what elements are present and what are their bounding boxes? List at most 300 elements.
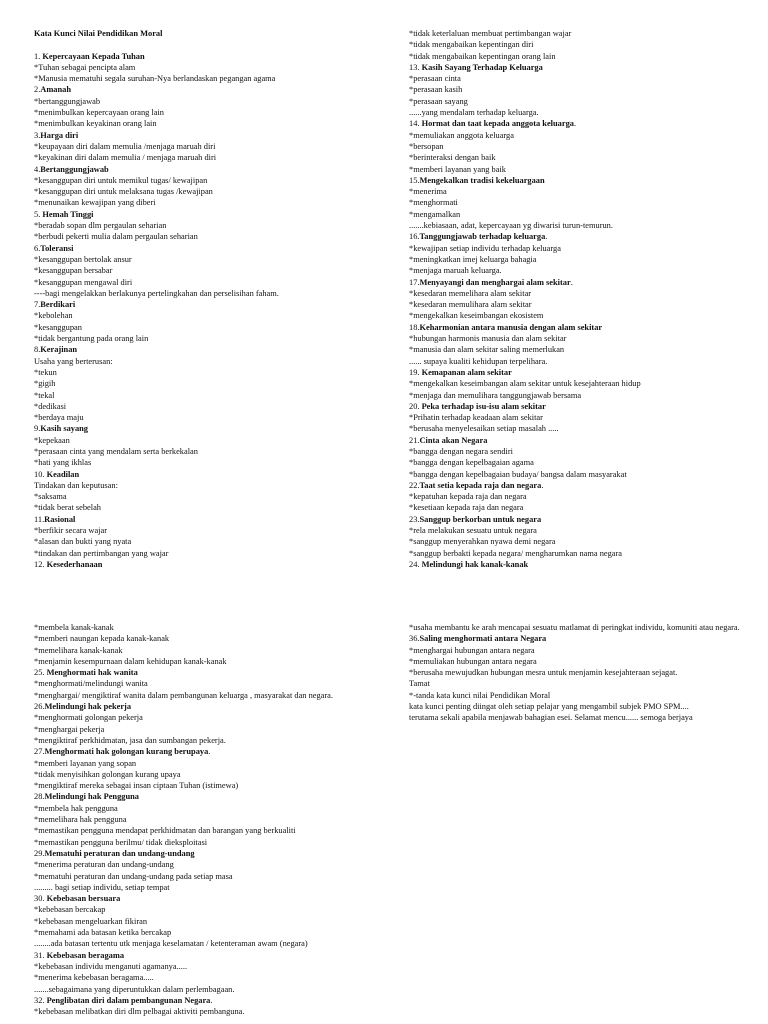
line-text: ......yang mendalam terhadap keluarga.: [409, 108, 539, 118]
line-text: *kesanggupan bertolak ansur: [34, 254, 132, 264]
item-heading: Melindungi hak kanak-kanak: [421, 559, 529, 569]
text-line: [34, 622, 392, 633]
line-text: *bersopan: [409, 141, 444, 151]
text-line: [34, 96, 394, 107]
line-text: *kesanggupan diri untuk melaksana tugas /kewajipan: [34, 187, 213, 197]
item-number: 6.: [34, 243, 41, 253]
item-number: 16.: [409, 232, 420, 242]
line-text: *menjaga maruah keluarga.: [409, 266, 502, 276]
text-line: [409, 288, 761, 299]
line-text: *berusaha menyelesaikan setiap masalah .....: [409, 424, 559, 434]
line-text: *perasaan cinta: [409, 74, 461, 84]
line-text: *menerima peraturan dan undang-undang: [34, 860, 174, 870]
item-number: 18.: [409, 322, 420, 332]
text-line: [34, 333, 394, 344]
text-line: [34, 645, 392, 656]
text-line: [34, 435, 394, 446]
item-number: 12.: [34, 559, 47, 569]
line-text: Usaha yang berterusan:: [34, 356, 113, 366]
item-heading: Tanggungjawab terhadap keluarga: [419, 232, 546, 242]
line-text: *tidak berat sebelah: [34, 503, 101, 513]
text-line: [34, 62, 394, 73]
text-line: [34, 412, 394, 423]
line-text: *alasan dan bukti yang nyata: [34, 537, 132, 547]
text-line: [409, 656, 759, 667]
line-text: *-tanda kata kunci nilai Pendidikan Moral: [409, 690, 551, 700]
line-text: *sanggup berbakti kepada negara/ mengharumkan nama negara: [409, 548, 623, 558]
text-line: [409, 209, 761, 220]
text-line: [409, 457, 761, 468]
heading-line: [409, 118, 761, 129]
item-number: 31.: [34, 950, 47, 960]
line-text: *berbudi pekerti mulia dalam pergaulan seharian: [34, 232, 198, 242]
heading-line: [409, 559, 761, 570]
text-line: [34, 712, 392, 723]
line-text: *kesanggupan bersabar: [34, 266, 113, 276]
line-text: terutama sekali apabila menjawab bahagian esei. Selamat mencu...... semoga berjaya: [409, 713, 693, 723]
text-line: [34, 491, 394, 502]
line-text: *menunaikan kewajipan yang diberi: [34, 198, 156, 208]
item-heading: Kebebasan beragama: [46, 950, 125, 960]
item-heading: Bertanggungjawab: [40, 164, 109, 174]
heading-line: [409, 277, 761, 288]
item-number: 14.: [409, 119, 422, 129]
line-text: *saksama: [34, 492, 67, 502]
line-text: *Prihatin terhadap keadaan alam sekitar: [409, 413, 543, 423]
line-text: *tekal: [34, 390, 55, 400]
heading-line: [409, 401, 761, 412]
line-text: .......kebiasaan, adat, kepercayaan yg diwarisi turun-temurun.: [409, 221, 613, 231]
column-top-right: [409, 28, 761, 570]
heading-line: [34, 559, 394, 570]
line-text: *kebolehan: [34, 311, 73, 321]
heading-line: [34, 995, 392, 1006]
heading-suffix: .: [208, 747, 211, 757]
text-line: [409, 344, 761, 355]
heading-line: [409, 633, 759, 644]
text-line: [34, 367, 394, 378]
item-heading: Kebebasan bersuara: [46, 894, 121, 904]
text-line: [409, 265, 761, 276]
line-text: *menjamin kesempurnaan dalam kehidupan kanak-kanak: [34, 656, 227, 666]
item-number: 25.: [34, 668, 47, 678]
line-text: *usaha membantu ke arah mencapai sesuatu matlamat di peringkat individu, komuniti atau negara.: [409, 623, 740, 632]
spacer: [34, 39, 394, 50]
line-text: *berfikir secara wajar: [34, 526, 108, 536]
text-line: [34, 904, 392, 915]
text-line: [34, 265, 394, 276]
item-heading: Keharmonian antara manusia dengan alam sekitar: [419, 322, 603, 332]
item-heading: Melindungi hak pekerja: [44, 702, 132, 712]
text-line: [34, 724, 392, 735]
heading-suffix: .: [570, 277, 573, 287]
text-line: [34, 548, 394, 559]
item-number: 13.: [409, 62, 422, 72]
heading-line: [34, 299, 394, 310]
line-text: *manusia dan alam sekitar saling memerlukan: [409, 345, 565, 355]
text-line: [409, 536, 761, 547]
text-line: [34, 378, 394, 389]
item-number: 9.: [34, 424, 41, 434]
line-text: *menerima: [409, 187, 447, 197]
text-line: [34, 446, 394, 457]
line-text: *memahami ada batasan ketika bercakap: [34, 928, 172, 938]
heading-line: [409, 175, 761, 186]
text-line: [34, 769, 392, 780]
line-text: *kebebasan melibatkan diri dlm pelbagai aktiviti pembanguna.: [34, 1007, 245, 1017]
item-heading: Penglibatan diri dalam pembangunan Negara: [46, 995, 211, 1005]
text-line: [34, 803, 392, 814]
line-text: *menghormati golongan pekerja: [34, 713, 143, 723]
line-text: *bangga dengan kepelbagaian budaya/ bangsa dalam masyarakat: [409, 469, 627, 479]
line-text: *memuliakan hubungan antara negara: [409, 656, 537, 666]
text-line: [34, 118, 394, 129]
text-line: [409, 378, 761, 389]
text-line: [34, 502, 394, 513]
line-text: *tindakan dan pertimbangan yang wajar: [34, 548, 169, 558]
item-heading: Kemapanan alam sekitar: [421, 367, 512, 377]
heading-line: [409, 435, 761, 446]
line-text: *kepekaan: [34, 435, 70, 445]
line-text: *bangga dengan negara sendiri: [409, 446, 513, 456]
column-top-left: [34, 28, 394, 570]
heading-line: [34, 746, 392, 757]
text-line: [34, 916, 392, 927]
line-text: *kesedaran memelihara alam sekitar: [409, 288, 532, 298]
text-line: [34, 231, 394, 242]
text-line: [409, 107, 761, 118]
item-number: 23.: [409, 514, 420, 524]
item-number: 7.: [34, 300, 41, 310]
text-line: [34, 735, 392, 746]
text-line: [409, 299, 761, 310]
text-line: [409, 491, 761, 502]
text-line: [34, 536, 394, 547]
item-number: 15.: [409, 175, 420, 185]
text-line: [409, 186, 761, 197]
item-number: 32.: [34, 995, 47, 1005]
text-line: [409, 28, 761, 39]
text-line: [409, 130, 761, 141]
item-number: 30.: [34, 894, 47, 904]
line-text: *memuliakan anggota keluarga: [409, 130, 514, 140]
line-text: *menjaga dan memulihara tanggungjawab bersama: [409, 390, 582, 400]
item-number: 17.: [409, 277, 420, 287]
heading-line: [34, 344, 394, 355]
line-text: *mengekalkan keseimbangan ekosistem: [409, 311, 544, 321]
line-text: *kesanggupan: [34, 322, 82, 332]
item-number: 26.: [34, 702, 45, 712]
text-line: [409, 690, 759, 701]
heading-line: [34, 514, 394, 525]
line-text: *membela kanak-kanak: [34, 623, 114, 632]
line-text: *memastikan pengguna berilmu/ tidak dieksploitasi: [34, 837, 208, 847]
text-line: [409, 96, 761, 107]
text-line: [409, 197, 761, 208]
line-text: *perasaan kasih: [409, 85, 463, 95]
text-line: [409, 469, 761, 480]
line-text: *menerima kebebasan beragama.....: [34, 973, 154, 983]
line-text: *meningkatkan imej keluarga bahagia: [409, 254, 537, 264]
text-line: [34, 322, 394, 333]
line-text: *kebebasan bercakap: [34, 905, 106, 915]
line-text: *menghargai pekerja: [34, 724, 105, 734]
line-text: *Manusia mematuhi segala suruhan-Nya berlandaskan pegangan agama: [34, 74, 276, 84]
text-line: [34, 780, 392, 791]
line-text: *kesetiaan kepada raja dan negara: [409, 503, 524, 513]
line-text: *perasaan cinta yang mendalam serta berkekalan: [34, 446, 198, 456]
line-text: ........ada batasan tertentu utk menjaga keselamatan / ketenteraman awam (negara): [34, 939, 308, 949]
document-title: Kata Kunci Nilai Pendidikan Moral: [34, 29, 163, 38]
line-text: ----bagi mengelakkan berlakunya pertelingkahan dan perselisihan faham.: [34, 288, 279, 298]
heading-line: [34, 701, 392, 712]
text-line: [409, 310, 761, 321]
text-line: [409, 502, 761, 513]
item-number: 4.: [34, 164, 41, 174]
text-line: [34, 525, 394, 536]
line-text: *kewajipan setiap individu terhadap keluarga: [409, 243, 561, 253]
heading-line: [409, 480, 761, 491]
heading-suffix: .: [210, 995, 213, 1005]
line-text: *tekun: [34, 367, 57, 377]
column-bottom-left: [34, 622, 392, 1017]
line-text: *memelihara kanak-kanak: [34, 645, 123, 655]
text-line: [34, 175, 394, 186]
line-text: *membela hak pengguna: [34, 803, 118, 813]
line-text: kata kunci penting diingat oleh setiap pelajar yang mengambil subjek PMO SPM....: [409, 702, 689, 712]
column-bottom-right: [409, 622, 759, 724]
line-text: *memastikan pengguna mendapat perkhidmatan dan barangan yang berkualiti: [34, 826, 296, 836]
line-text: *tidak mengabaikan kepentingan orang lain: [409, 51, 556, 61]
line-text: *sanggup menyerahkan nyawa demi negara: [409, 537, 556, 547]
heading-line: [34, 791, 392, 802]
line-text: *memberi layanan yang baik: [409, 164, 506, 174]
text-line: [409, 254, 761, 265]
heading-line: [34, 423, 394, 434]
text-line: [34, 871, 392, 882]
line-text: *tidak menyisihkan golongan kurang upaya: [34, 769, 181, 779]
line-text: *Tuhan sebagai pencipta alam: [34, 62, 136, 72]
text-line: [34, 288, 394, 299]
text-line: [409, 622, 759, 633]
item-heading: Mengekalkan tradisi kekeluargaan: [419, 175, 545, 185]
text-line: [34, 882, 392, 893]
item-heading: Kasih Sayang Terhadap Keluarga: [421, 62, 543, 72]
text-line: [34, 972, 392, 983]
heading-line: [34, 893, 392, 904]
text-line: [409, 152, 761, 163]
item-heading: Amanah: [40, 85, 71, 95]
line-text: *bertanggungjawab: [34, 96, 101, 106]
text-line: [34, 927, 392, 938]
line-text: *menimbulkan kepercayaan orang lain: [34, 108, 164, 118]
line-text: ......... bagi setiap individu, setiap tempat: [34, 882, 170, 892]
item-number: 20.: [409, 401, 422, 411]
item-heading: Berdikari: [40, 300, 76, 310]
item-heading: Taat setia kepada raja dan negara: [419, 480, 542, 490]
item-heading: Harga diri: [40, 130, 79, 140]
line-text: *berinteraksi dengan baik: [409, 153, 496, 163]
line-text: *tidak bergantung pada orang lain: [34, 334, 149, 344]
item-heading: Mematuhi peraturan dan undang-undang: [44, 848, 195, 858]
text-line: [409, 39, 761, 50]
text-line: [409, 678, 759, 689]
text-line: [34, 656, 392, 667]
line-text: *tidak mengabaikan kepentingan diri: [409, 40, 534, 50]
line-text: .......sebagaimana yang diperuntukkan dalam perlembagaan.: [34, 984, 235, 994]
heading-line: [34, 51, 394, 62]
text-line: [34, 107, 394, 118]
line-text: *memberi layanan yang sopan: [34, 758, 137, 768]
heading-line: [409, 231, 761, 242]
item-number: 2.: [34, 85, 41, 95]
line-text: *mematuhi peraturan dan undang-undang pada setiap masa: [34, 871, 233, 881]
item-number: 24.: [409, 559, 422, 569]
item-heading: Hemah Tinggi: [42, 209, 94, 219]
text-line: [34, 141, 394, 152]
item-number: 29.: [34, 848, 45, 858]
line-text: *rela melakukan sesuatu untuk negara: [409, 526, 537, 536]
item-number: 22.: [409, 480, 420, 490]
text-line: [34, 254, 394, 265]
line-text: *berusaha mewujudkan hubungan mesra untuk menjamin kesejahteraan sejagat.: [409, 668, 678, 678]
item-heading: Peka terhadap isu-isu alam sekitar: [421, 401, 546, 411]
text-line: [409, 243, 761, 254]
line-text: *kebebasan individu menganuti agamanya.....: [34, 961, 188, 971]
heading-line: [409, 514, 761, 525]
text-line: [34, 197, 394, 208]
item-heading: Rasional: [44, 514, 76, 524]
item-number: 5.: [34, 209, 43, 219]
text-line: [34, 938, 392, 949]
line-text: *hati yang ikhlas: [34, 458, 92, 468]
text-line: [34, 186, 394, 197]
item-number: 36.: [409, 634, 420, 644]
line-text: *kesanggupan mengawal diri: [34, 277, 133, 287]
text-line: [34, 457, 394, 468]
line-text: *bangga dengan kepelbagaian agama: [409, 458, 534, 468]
text-line: [34, 1006, 392, 1017]
line-text: *memelihara hak pengguna: [34, 815, 127, 825]
line-text: Tindakan dan keputusan:: [34, 480, 118, 490]
text-line: [409, 220, 761, 231]
line-text: *tidak keterlaluan membuat pertimbangan wajar: [409, 29, 572, 38]
line-text: *menghargai/ mengiktiraf wanita dalam pembangunan keluarga , masyarakat dan negara.: [34, 690, 333, 700]
item-number: 11.: [34, 514, 45, 524]
text-line: [409, 701, 759, 712]
line-text: *mengekalkan keseimbangan alam sekitar untuk kesejahteraan hidup: [409, 379, 641, 389]
item-heading: Saling menghormati antara Negara: [419, 634, 547, 644]
text-line: [409, 73, 761, 84]
line-text: *dedikasi: [34, 401, 67, 411]
item-heading: Kesederhanaan: [46, 559, 103, 569]
line-text: *perasaan sayang: [409, 96, 468, 106]
heading-line: [34, 84, 394, 95]
heading-line: [34, 667, 392, 678]
text-line: [409, 164, 761, 175]
item-heading: Menyayangi dan menghargai alam sekitar: [419, 277, 571, 287]
item-heading: Melindungi hak Pengguna: [44, 792, 139, 802]
item-heading: Kepercayaan Kepada Tuhan: [42, 51, 145, 61]
line-text: *kepatuhan kepada raja dan negara: [409, 492, 527, 502]
text-line: [34, 480, 394, 491]
line-text: *hubungan harmonis manusia dan alam sekitar: [409, 334, 567, 344]
item-number: 21.: [409, 435, 420, 445]
text-line: [34, 690, 392, 701]
item-heading: Hormat dan taat kepada anggota keluarga: [421, 119, 574, 129]
text-line: [34, 401, 394, 412]
heading-suffix: .: [545, 232, 548, 242]
item-heading: Cinta akan Negara: [419, 435, 488, 445]
line-text: *memberi naungan kepada kanak-kanak: [34, 634, 170, 644]
heading-line: [409, 322, 761, 333]
text-line: [409, 141, 761, 152]
line-text: *mengiktiraf mereka sebagai insan ciptaan Tuhan (istimewa): [34, 781, 239, 791]
heading-suffix: .: [541, 480, 544, 490]
item-number: 19.: [409, 367, 422, 377]
text-line: [409, 446, 761, 457]
line-text: *kebebasan mengeluarkan fikiran: [34, 916, 148, 926]
text-line: [409, 525, 761, 536]
text-line: [409, 712, 759, 723]
line-text: *kesedaran memulihara alam sekitar: [409, 300, 532, 310]
heading-line: [409, 367, 761, 378]
line-text: *menimbulkan keyakinan orang lain: [34, 119, 157, 129]
heading-line: [409, 62, 761, 73]
line-text: *beradab sopan dlm pergaulan seharian: [34, 221, 167, 231]
text-line: [34, 961, 392, 972]
item-number: 3.: [34, 130, 41, 140]
line-text: ...... supaya kualiti kehidupan terpelihara.: [409, 356, 548, 366]
line-text: Tamat: [409, 679, 430, 689]
item-heading: Kerajinan: [40, 345, 78, 355]
text-line: [409, 667, 759, 678]
heading-line: [34, 130, 394, 141]
line-text: *menghormati: [409, 198, 458, 208]
text-line: [409, 390, 761, 401]
text-line: [34, 220, 394, 231]
text-line: [409, 51, 761, 62]
heading-line: [34, 848, 392, 859]
heading-line: [34, 950, 392, 961]
heading-line: [34, 469, 394, 480]
text-line: [34, 825, 392, 836]
text-line: [409, 333, 761, 344]
line-text: *keyakinan diri dalam memulia / menjaga maruah diri: [34, 153, 217, 163]
text-line: [34, 390, 394, 401]
heading-line: [34, 164, 394, 175]
text-line: [34, 277, 394, 288]
item-heading: Kasih sayang: [40, 424, 88, 434]
item-number: 1.: [34, 51, 43, 61]
text-line: [34, 356, 394, 367]
heading-line: [34, 243, 394, 254]
item-heading: Toleransi: [40, 243, 74, 253]
item-number: 8.: [34, 345, 41, 355]
line-text: *mengamalkan: [409, 209, 461, 219]
item-number: 28.: [34, 792, 45, 802]
text-line: [409, 548, 761, 559]
text-line: [409, 412, 761, 423]
text-line: [409, 84, 761, 95]
line-text: *gigih: [34, 379, 56, 389]
text-line: [34, 984, 392, 995]
line-text: *berdaya maju: [34, 413, 84, 423]
text-line: [34, 152, 394, 163]
line-text: *keupayaan diri dalam memulia /menjaga maruah diri: [34, 141, 216, 151]
text-line: [34, 814, 392, 825]
item-number: 27.: [34, 747, 45, 757]
